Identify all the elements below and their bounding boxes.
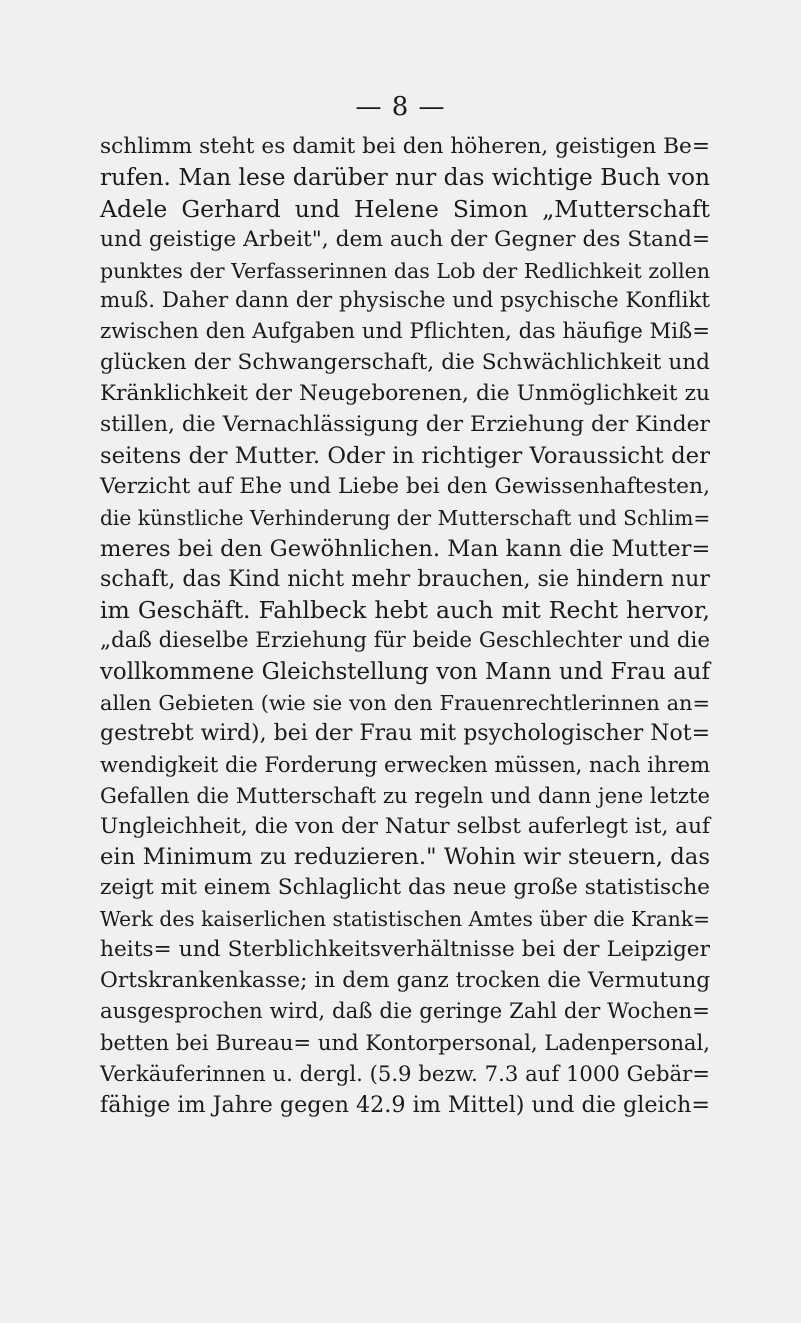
page-number: — 8 — bbox=[355, 92, 446, 122]
text-line: stillen, die Vernachlässigung der Erziehung der Kinder bbox=[100, 412, 710, 438]
text-line: zwischen den Aufgaben und Pflichten, das häufige Miß= bbox=[100, 319, 710, 345]
text-line: fähige im Jahre gegen 42.9 im Mittel) und die gleich= bbox=[100, 1091, 710, 1118]
text-line: Adele Gerhard und Helene Simon „Mutterschaft bbox=[100, 194, 710, 223]
text-line: wendigkeit die Forderung erwecken müssen, nach ihrem bbox=[100, 751, 711, 777]
text-line: vollkommene Gleichstellung von Mann und Frau auf bbox=[100, 659, 710, 686]
text-line: allen Gebieten (wie sie von den Frauenrechtlerinnen an= bbox=[100, 691, 710, 716]
text-line: schlimm steht es damit bei den höheren, geistigen Be= bbox=[100, 134, 710, 159]
text-line: Gefallen die Mutterschaft zu regeln und dann jene letzte bbox=[100, 782, 710, 808]
text-line: ausgesprochen wird, daß die geringe Zahl der Wochen= bbox=[100, 998, 710, 1024]
text-line: Ortskrankenkasse; in dem ganz trocken die Vermutung bbox=[100, 968, 711, 994]
text-line: heits= und Sterblichkeitsverhältnisse bei der Leipziger bbox=[100, 937, 710, 963]
text-line: meres bei den Gewöhnlichen. Man kann die Mutter= bbox=[100, 535, 711, 562]
text-line: zeigt mit einem Schlaglicht das neue große statistische bbox=[100, 875, 710, 901]
text-line: Werk des kaiserlichen statistischen Amtes über die Krank= bbox=[100, 907, 710, 932]
text-line: betten bei Bureau= und Kontorpersonal, Ladenpersonal, bbox=[100, 1029, 710, 1055]
text-line: im Geschäft. Fahlbeck hebt auch mit Recht hervor, bbox=[100, 596, 710, 625]
text-line: muß. Daher dann der physische und psychische Konflikt bbox=[100, 288, 710, 314]
text-line: Kränklichkeit der Neugeborenen, die Unmöglichkeit zu bbox=[100, 381, 710, 407]
text-line: punktes der Verfasserinnen das Lob der Redlichkeit zollen bbox=[100, 258, 710, 283]
text-line: Ungleichheit, die von der Natur selbst auferlegt ist, auf bbox=[100, 813, 710, 839]
text-line: seitens der Mutter. Oder in richtiger Voraussicht der bbox=[100, 442, 710, 469]
text-line: Verzicht auf Ehe und Liebe bei den Gewissenhaftesten, bbox=[100, 473, 710, 499]
text-line: ein Minimum zu reduzieren." Wohin wir steuern, das bbox=[100, 844, 710, 871]
text-line: die künstliche Verhinderung der Mutterschaft und Schlim= bbox=[100, 505, 711, 530]
body-text bbox=[100, 132, 710, 1121]
text-line: schaft, das Kind nicht mehr brauchen, sie hindern nur bbox=[100, 566, 710, 593]
text-line: „daß dieselbe Erziehung für beide Geschlechter und die bbox=[100, 628, 710, 654]
text-line: und geistige Arbeit", dem auch der Gegner des Stand= bbox=[100, 226, 711, 252]
text-line: rufen. Man lese darüber nur das wichtige Buch von bbox=[100, 163, 710, 191]
text-line: glücken der Schwangerschaft, die Schwächlichkeit und bbox=[100, 350, 710, 376]
text-line: gestrebt wird), bei der Frau mit psychologischer Not= bbox=[100, 720, 710, 746]
text-line: Verkäuferinnen u. dergl. (5.9 bezw. 7.3 auf 1000 Gebär= bbox=[100, 1060, 710, 1086]
